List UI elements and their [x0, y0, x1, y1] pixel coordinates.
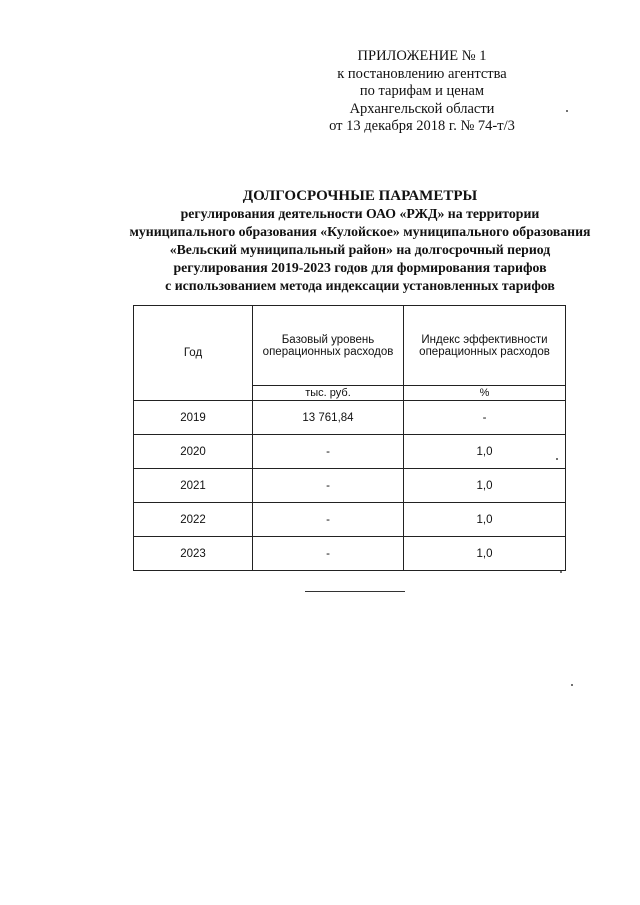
table-row — [134, 401, 566, 435]
table-row — [134, 537, 566, 571]
efficiency-index-cell: 1,0 — [404, 537, 566, 571]
base-level-cell: - — [253, 435, 404, 469]
base-level-cell: - — [253, 537, 404, 571]
scan-speck — [571, 684, 573, 686]
heading-line: «Вельский муниципальный район» на долгосрочный период — [169, 242, 551, 257]
appendix-line: Архангельской области — [349, 100, 495, 117]
table-row — [134, 469, 566, 503]
table-header-row — [134, 306, 566, 386]
heading-line: регулирования 2019-2023 годов для формирования тарифов — [173, 260, 547, 275]
appendix-line: от 13 декабря 2018 г. № 74-т/3 — [329, 118, 515, 134]
year-cell: 2019 — [134, 401, 253, 435]
heading-line: регулирования деятельности ОАО «РЖД» на территории — [180, 206, 540, 221]
efficiency-index-cell: - — [404, 401, 566, 435]
efficiency-index-cell: 1,0 — [404, 503, 566, 537]
year-cell: 2022 — [134, 503, 253, 537]
efficiency-index-cell: 1,0 — [404, 469, 566, 503]
efficiency-index-unit: % — [404, 386, 566, 401]
document-title: ДОЛГОСРОЧНЫЕ ПАРАМЕТРЫ — [242, 188, 478, 204]
closing-divider — [305, 591, 405, 592]
appendix-block — [292, 48, 552, 136]
scan-speck — [566, 110, 568, 112]
table-row — [134, 435, 566, 469]
appendix-line: к постановлению агентства — [337, 65, 507, 82]
parameters-table — [133, 305, 566, 571]
appendix-line: по тарифам и ценам — [359, 83, 485, 99]
base-level-cell: - — [253, 469, 404, 503]
year-column-header: Год — [134, 306, 253, 401]
year-cell: 2023 — [134, 537, 253, 571]
table-row — [134, 503, 566, 537]
base-level-unit: тыс. руб. — [253, 386, 404, 401]
heading-line: муниципального образования «Кулойское» муниципального образования — [129, 224, 591, 239]
year-cell: 2021 — [134, 469, 253, 503]
heading-line: с использованием метода индексации установленных тарифов — [165, 278, 555, 293]
document-heading — [40, 187, 640, 295]
year-cell: 2020 — [134, 435, 253, 469]
efficiency-index-column-header: Индекс эффективности операционных расходов — [404, 306, 566, 386]
base-level-cell: 13 761,84 — [253, 401, 404, 435]
base-level-cell: - — [253, 503, 404, 537]
efficiency-index-cell: 1,0 — [404, 435, 566, 469]
base-level-column-header: Базовый уровень операционных расходов — [253, 306, 404, 386]
scan-speck — [556, 458, 558, 460]
appendix-line: ПРИЛОЖЕНИЕ № 1 — [357, 48, 487, 64]
scan-speck — [560, 571, 562, 573]
